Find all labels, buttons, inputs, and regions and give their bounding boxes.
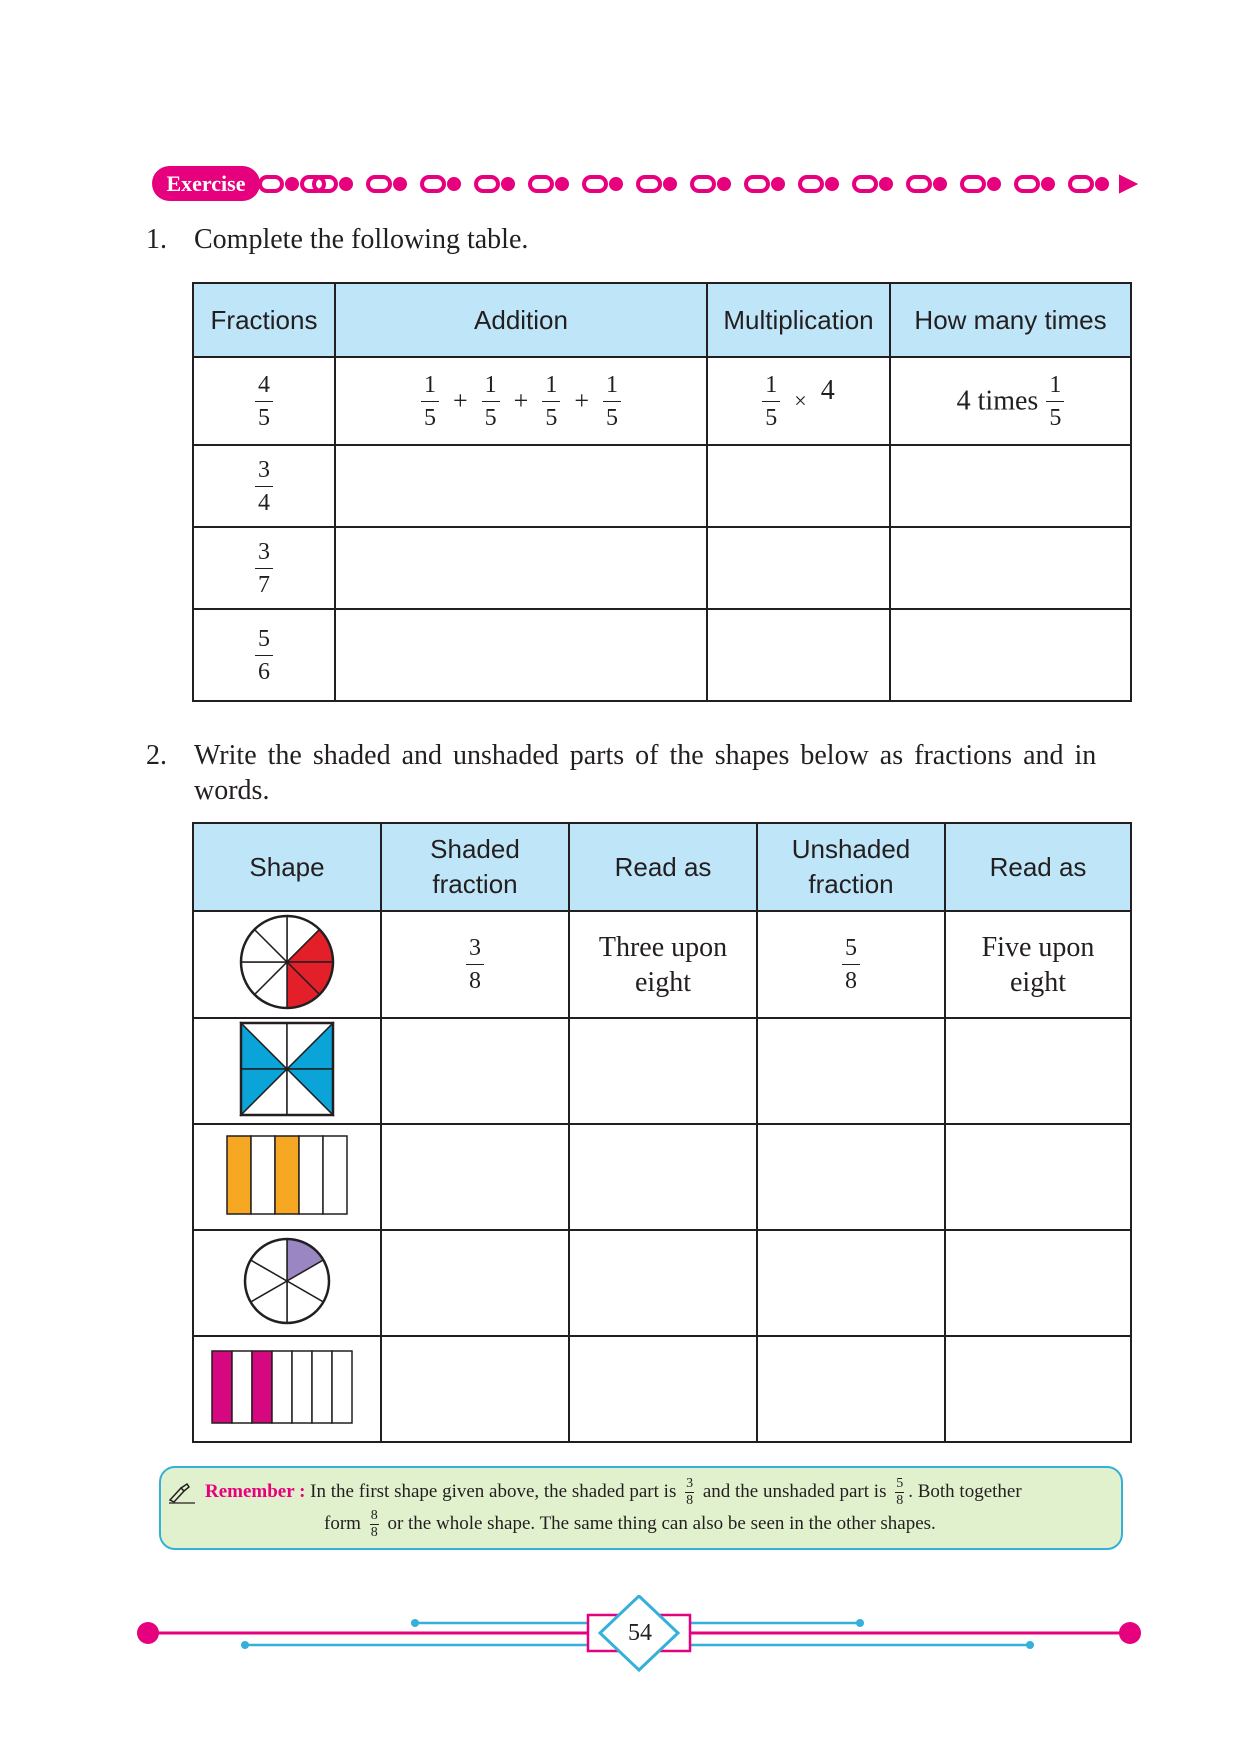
times-cell: 4 times $\frac{1}{5}$ [890, 357, 1131, 445]
answer-cell[interactable] [569, 1124, 757, 1230]
answer-cell[interactable] [381, 1124, 569, 1230]
header-shaded-fraction: Shaded fraction [381, 823, 569, 911]
multiplication-cell: $\frac{1}{5}$ × 4 [707, 357, 890, 445]
rectangle-strips-shape [225, 1134, 349, 1216]
answer-cell[interactable] [945, 1336, 1131, 1442]
answer-cell[interactable] [569, 1230, 757, 1336]
remember-line-2: form $\frac{8}{8}$ or the whole shape. The same thing can also be seen in the other shapes. [324, 1508, 936, 1540]
fraction-cell: $\frac{3}{7}$ [193, 527, 335, 609]
fractions-table [192, 282, 1132, 702]
answer-cell[interactable] [757, 1336, 945, 1442]
answer-cell[interactable] [381, 1018, 569, 1124]
table-row [193, 357, 1131, 445]
shape-cell [193, 1018, 381, 1124]
strip-part [272, 1351, 292, 1423]
shaded-fraction-cell: $\frac{3}{8}$ [381, 911, 569, 1018]
answer-cell[interactable] [757, 1124, 945, 1230]
question-number: 2. [146, 740, 167, 771]
answer-cell[interactable] [335, 527, 707, 609]
answer-cell[interactable] [945, 1018, 1131, 1124]
table-row [193, 609, 1131, 701]
read-as-cell: Five upon eight [945, 911, 1131, 1018]
answer-cell[interactable] [335, 445, 707, 527]
answer-cell[interactable] [569, 1336, 757, 1442]
table-row [193, 527, 1131, 609]
remember-box [159, 1466, 1123, 1550]
header-unshaded-fraction: Unshaded fraction [757, 823, 945, 911]
table-row [193, 1230, 1131, 1336]
answer-cell[interactable] [569, 1018, 757, 1124]
strip-part [212, 1351, 232, 1423]
header-addition: Addition [335, 283, 707, 357]
square-triangles-shape [239, 1021, 335, 1117]
answer-cell[interactable] [381, 1230, 569, 1336]
read-as-cell: Three upon eight [569, 911, 757, 1018]
header-read-as: Read as [569, 823, 757, 911]
answer-cell[interactable] [757, 1230, 945, 1336]
answer-cell[interactable] [707, 445, 890, 527]
strip-part [252, 1351, 272, 1423]
fraction-cell: $\frac{5}{6}$ [193, 609, 335, 701]
fraction-cell: $\frac{4}{5}$ [193, 357, 335, 445]
circle-eighths-shape [237, 912, 337, 1012]
header-fractions: Fractions [193, 283, 335, 357]
exercise-badge: Exercise [152, 166, 260, 201]
circle-sixths-shape [241, 1235, 333, 1327]
header-shape: Shape [193, 823, 381, 911]
shape-cell [193, 1124, 381, 1230]
table-row [193, 1124, 1131, 1230]
answer-cell[interactable] [890, 609, 1131, 701]
addition-cell: $\frac{1}{5}$ + $\frac{1}{5}$ + $\frac{1}{5}$ + $\frac{1}{5}$ [335, 357, 707, 445]
remember-label: Remember : [205, 1480, 306, 1502]
rectangle-sevenths-shape [208, 1349, 366, 1425]
header-multiplication: Multiplication [707, 283, 890, 357]
shape-cell [193, 911, 381, 1018]
question-text-line2: words. [194, 775, 270, 806]
answer-cell[interactable] [945, 1230, 1131, 1336]
strip-part [292, 1351, 312, 1423]
answer-cell[interactable] [890, 445, 1131, 527]
strip-part [232, 1351, 252, 1423]
answer-cell[interactable] [335, 609, 707, 701]
question-2 [146, 740, 1136, 820]
unshaded-fraction-cell: $\frac{5}{8}$ [757, 911, 945, 1018]
table-row [193, 911, 1131, 1018]
answer-cell[interactable] [381, 1336, 569, 1442]
remember-line-1: Remember : In the first shape given above, the shaded part is $\frac{3}{8}$ and the unshaded part is $\frac{5}{8}$ . Both together [205, 1476, 1022, 1508]
question-number: 1. [146, 224, 167, 255]
writing-hand-icon [167, 1482, 197, 1504]
header-read-as-2: Read as [945, 823, 1131, 911]
shapes-table [192, 822, 1132, 1443]
table-row [193, 1018, 1131, 1124]
decorative-chain [258, 170, 1138, 198]
question-1 [146, 224, 1146, 264]
question-text-line1: Write the shaded and unshaded parts of the shapes below as fractions and in [194, 740, 1097, 771]
strip-part [332, 1351, 352, 1423]
answer-cell[interactable] [945, 1124, 1131, 1230]
answer-cell[interactable] [707, 609, 890, 701]
fraction-cell: $\frac{3}{4}$ [193, 445, 335, 527]
shape-cell [193, 1336, 381, 1442]
page-number: 54 [628, 1620, 652, 1646]
shape-cell [193, 1230, 381, 1336]
answer-cell[interactable] [757, 1018, 945, 1124]
answer-cell[interactable] [890, 527, 1131, 609]
table-row [193, 445, 1131, 527]
table-row [193, 1336, 1131, 1442]
question-text: Complete the following table. [194, 224, 529, 255]
strip-part [312, 1351, 332, 1423]
answer-cell[interactable] [707, 527, 890, 609]
header-how-many-times: How many times [890, 283, 1131, 357]
